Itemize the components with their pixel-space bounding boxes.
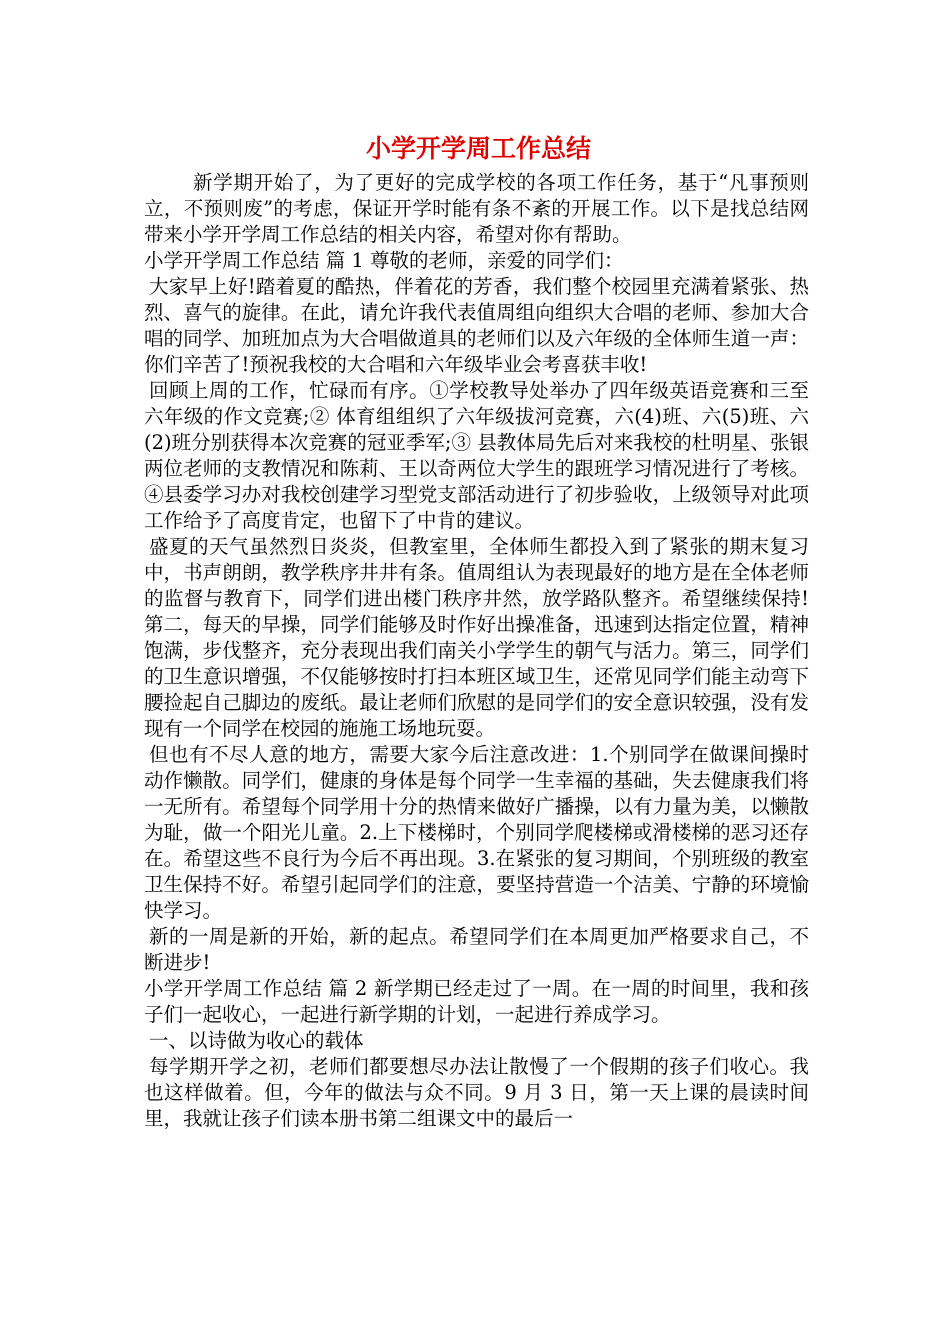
greeting-paragraph: 大家早上好!踏着夏的酷热，伴着花的芳香，我们整个校园里充满着紧张、热烈、喜气的旋律。在此，请允许我代表值周组向组织大合唱的老师、参加大合唱的同学、加班加点为大合唱做道具的老师们以及六年级的全体师生道一声：你们辛苦了!预祝我校的大合唱和六年级毕业会考喜获丰收! — [144, 275, 809, 376]
section-2-heading-paragraph: 小学开学周工作总结 篇 2 新学期已经走过了一周。在一周的时间里，我和孩子们一起收心，一起进行新学期的计划，一起进行养成学习。 — [144, 977, 809, 1026]
section-1-heading-paragraph: 小学开学周工作总结 篇 1 尊敬的老师，亲爱的同学们： — [144, 249, 624, 272]
semester-start-paragraph: 每学期开学之初，老师们都要想尽办法让散慢了一个假期的孩子们收心。我也这样做着。但，今年的做法与众不同。9 月 3 日，第一天上课的晨读时间里，我就让孩子们读本册书第二组课文中的最后一 — [144, 1055, 809, 1130]
document-body — [144, 170, 809, 1132]
new-week-paragraph: 新的一周是新的开始，新的起点。希望同学们在本周更加严格要求自己，不断进步! — [144, 925, 809, 974]
improvement-paragraph: 但也有不尽人意的地方，需要大家今后注意改进：1.个别同学在做课间操时动作懒散。同学们，健康的身体是每个同学一生幸福的基础，失去健康我们将一无所有。希望每个同学用十分的热情来做好广播操，以有力量为美，以懒散为耻，做一个阳光儿童。2.上下楼梯时，个别同学爬楼梯或滑楼梯的恶习还存在。希望这些不良行为今后不再出现。3.在紧张的复习期间，个别班级的教室卫生保持不好。希望引起同学们的注意，要坚持营造一个洁美、宁静的环境愉快学习。 — [144, 743, 809, 922]
subheading-poem: 一、以诗做为收心的载体 — [149, 1029, 364, 1052]
document-title: 小学开学周工作总结 — [365, 134, 591, 163]
summer-paragraph: 盛夏的天气虽然烈日炎炎，但教室里，全体师生都投入到了紧张的期末复习中，书声朗朗，教学秩序井井有条。值周组认为表现最好的地方是在全体老师的监督与教育下，同学们进出楼门秩序井然，放学路队整齐。希望继续保持!第二，每天的早操，同学们能够及时作好出操准备，迅速到达指定位置，精神饱满，步伐整齐，充分表现出我们南关小学学生的朝气与活力。第三，同学们的卫生意识增强，不仅能够按时打扫本班区域卫生，还常见同学们能主动弯下腰捡起自己脚边的废纸。最让老师们欣慰的是同学们的安全意识较强，没有发现有一个同学在校园的施施工场地玩耍。 — [144, 535, 809, 740]
review-paragraph: 回顾上周的工作，忙碌而有序。①学校教导处举办了四年级英语竞赛和三至六年级的作文竞赛;② 体育组组织了六年级拔河竞赛，六(4)班、六(5)班、六(2)班分别获得本次竞赛的冠亚季军;③ 县教体局先后对来我校的杜明星、张银两位老师的支教情况和陈莉、王以奇两位大学生的跟班学习情况进行了考核。④县委学习办对我校创建学习型党支部活动进行了初步验收，上级领导对此项工作给予了高度肯定，也留下了中肯的建议。 — [144, 379, 809, 532]
document-content — [144, 132, 809, 1132]
intro-paragraph: 新学期开始了，为了更好的完成学校的各项工作任务，基于“凡事预则立，不预则废”的考虑，保证开学时能有条不紊的开展工作。以下是找总结网带来小学开学周工作总结的相关内容，希望对你有帮助。 — [144, 171, 809, 246]
